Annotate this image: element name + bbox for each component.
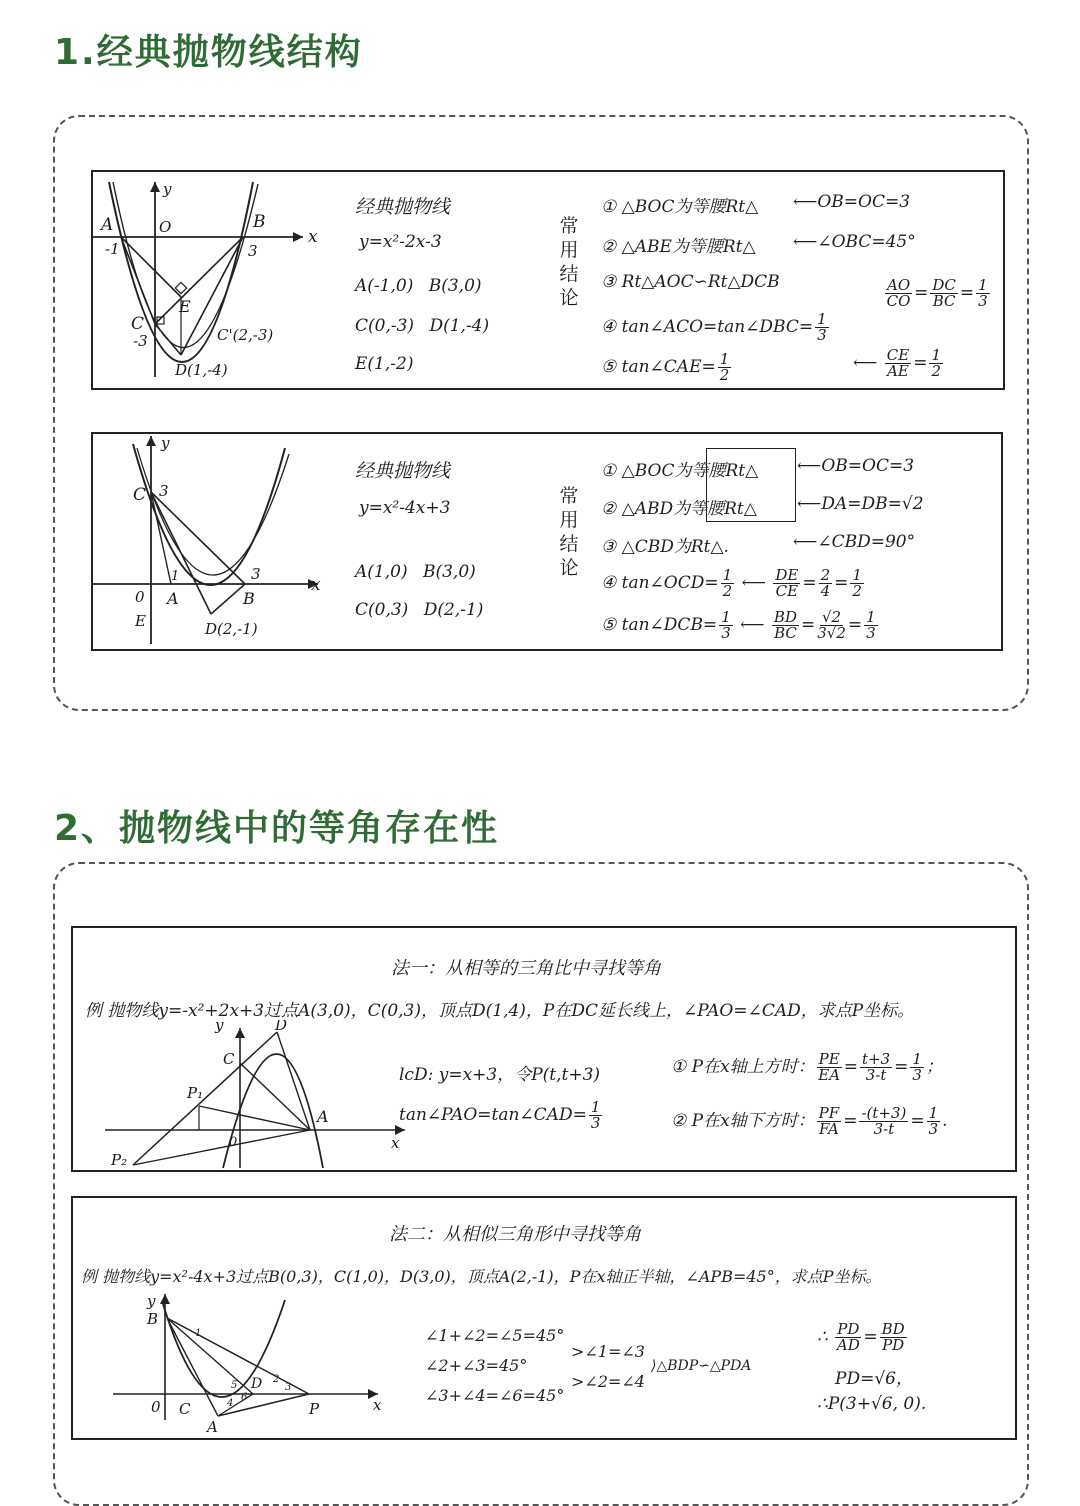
label-y: y — [163, 180, 172, 198]
m2-label-B: B — [147, 1310, 159, 1328]
panel2-heading: 经典抛物线 — [355, 460, 451, 482]
label-E: E — [179, 297, 191, 316]
m2-label-C: C — [179, 1400, 191, 1418]
panel2-points1: A(1,0) B(3,0) — [355, 562, 476, 582]
m2-label-x: x — [373, 1396, 382, 1414]
panel2-equation: y=x²-4x+3 — [359, 498, 451, 518]
panel1-note-1: ⟵OB=OC=3 — [793, 192, 911, 212]
panel-method-2 — [71, 1196, 1017, 1440]
label-A: A — [101, 215, 114, 235]
m1-label-A: A — [317, 1107, 329, 1126]
panel1-heading: 经典抛物线 — [355, 196, 451, 218]
m1-label-O: 0 — [229, 1135, 238, 1150]
section2-title: 2、抛物线中的等角存在性 — [54, 808, 500, 849]
method2-similar: ⟩△BDP∽△PDA — [651, 1358, 752, 1374]
panel1-conclusion-2: ② △ABE为等腰Rt△ — [601, 237, 756, 257]
label-3: 3 — [248, 242, 258, 260]
panel1-ratio-chain: $\frac{AO}{CO}$ = $\frac{DC}{BC}$ = $\frac{1}{3}$ — [886, 276, 988, 310]
graph-parabola-1 — [93, 172, 343, 386]
label-x: x — [308, 227, 318, 247]
m2-angle-5: 5 — [231, 1380, 238, 1391]
panel-parabola-2 — [91, 432, 1003, 651]
panel2-conclusion-2: ② △ABD为等腰Rt△ — [601, 499, 757, 519]
label-C: C — [131, 314, 145, 334]
m2-angle-1: 1 — [195, 1328, 202, 1339]
panel1-points3: E(1,-2) — [355, 354, 414, 374]
p2-label-3x: 3 — [251, 565, 261, 583]
method2-pd: PD=√6， — [835, 1369, 913, 1389]
method1-case1: ① P在x轴上方时： $\frac{PE}{EA}$ = $\frac{t+3}{3-t}$ = $\frac{1}{3}$ ； — [671, 1050, 943, 1084]
m2-label-D: D — [251, 1376, 263, 1392]
panel2-conclusion-5: ⑤ tan∠DCB= $\frac{1}{3}$ ⟵ $\frac{BD}{BC}$ = $\frac{√2}{3√2}$ = $\frac{1}{3}$ — [601, 608, 876, 642]
p2-label-O: 0 — [135, 588, 145, 606]
method2-eq1: >∠1=∠3 — [571, 1342, 645, 1361]
label-C2: C'(2,-3) — [217, 326, 274, 344]
panel1-conclusion-1: ① △BOC为等腰Rt△ — [601, 197, 759, 217]
method1-case2: ② P在x轴下方时： $\frac{PF}{FA}$ = $\frac{-(t+3)}{3-t}$ = $\frac{1}{3}$ . — [671, 1104, 948, 1138]
m2-angle-6: 6 — [241, 1392, 248, 1403]
p2-label-1: 1 — [171, 569, 180, 584]
graph-parabola-2 — [93, 434, 343, 647]
m2-angle-4: 4 — [227, 1398, 234, 1409]
panel1-conclusion-label: 常用结论 — [559, 215, 579, 309]
panel-parabola-1 — [91, 170, 1005, 390]
panel1-conclusion-4: ④ tan∠ACO=tan∠DBC= $\frac{1}{3}$ — [601, 310, 827, 344]
method1-tan: tan∠PAO=tan∠CAD= $\frac{1}{3}$ — [399, 1098, 601, 1132]
graph-method-2 — [103, 1292, 413, 1437]
p2-label-y: y — [161, 434, 170, 452]
method2-heading: 法二：从相似三角形中寻找等角 — [389, 1224, 641, 1245]
method2-eq2: >∠2=∠4 — [571, 1372, 645, 1391]
m1-label-x: x — [391, 1134, 400, 1152]
panel1-note-2: ⟵∠OBC=45° — [793, 232, 916, 252]
m1-label-y: y — [215, 1020, 224, 1034]
m2-angle-2: 2 — [273, 1374, 280, 1385]
panel2-conclusion-3: ③ △CBD为Rt△. — [601, 537, 729, 557]
label-B: B — [253, 212, 266, 232]
p2-label-B: B — [243, 589, 255, 608]
m1-label-P2: P₂ — [111, 1151, 128, 1169]
panel2-note-3: ⟵∠CBD=90° — [793, 532, 916, 552]
panel1-points2: C(0,-3) D(1,-4) — [355, 316, 490, 336]
graph-method-1 — [105, 1020, 415, 1170]
section1-title: 1.经典抛物线结构 — [54, 32, 363, 73]
m2-label-A: A — [207, 1418, 218, 1436]
panel1-conclusion-5: ⑤ tan∠CAE= $\frac{1}{2}$ — [601, 350, 730, 384]
method1-heading: 法一：从相等的三角比中寻找等角 — [391, 958, 661, 979]
panel1-ce-ae: ⟵ $\frac{CE}{AE}$ = $\frac{1}{2}$ — [853, 346, 942, 380]
method1-line-cd: lcD: y=x+3，令P(t,t+3) — [399, 1065, 601, 1085]
m1-label-C: C — [223, 1050, 235, 1068]
label-neg1: -1 — [105, 240, 120, 258]
panel2-conclusion-label: 常用结论 — [559, 485, 579, 579]
p2-label-D: D(2,-1) — [205, 620, 258, 638]
p2-label-E: E — [135, 612, 146, 630]
m1-label-P1: P₁ — [187, 1084, 204, 1102]
method2-angle-1: ∠1+∠2=∠5=45° — [425, 1326, 565, 1345]
method2-example: 例 抛物线y=x²-4x+3过点B(0,3)，C(1,0)，D(3,0)，顶点A(2,-1)，P在x轴正半轴，∠APB=45°，求点P坐标。 — [81, 1267, 882, 1286]
p2-label-3y: 3 — [159, 482, 169, 500]
panel2-conclusion-4: ④ tan∠OCD= $\frac{1}{2}$ ⟵ $\frac{DE}{CE}$ = $\frac{2}{4}$ = $\frac{1}{2}$ — [601, 566, 862, 600]
method2-angle-3: ∠3+∠4=∠6=45° — [425, 1386, 565, 1405]
method2-angle-2: ∠2+∠3=45° — [425, 1356, 528, 1375]
method2-result: ∴P(3+√6, 0). — [817, 1394, 927, 1414]
label-O: O — [159, 218, 172, 236]
panel2-note-2: ⟵DA=DB=√2 — [797, 494, 924, 514]
label-D: D(1,-4) — [175, 361, 228, 379]
panel1-equation: y=x²-2x-3 — [359, 232, 442, 252]
panel-method-1 — [71, 926, 1017, 1172]
panel1-conclusion-3: ③ Rt△AOC∽Rt△DCB — [601, 272, 780, 292]
panel2-conclusion-1: ① △BOC为等腰Rt△ — [601, 461, 759, 481]
method2-ratio: ∴ $\frac{PD}{AD}$ = $\frac{BD}{PD}$ — [817, 1320, 905, 1354]
p2-label-x: x — [311, 575, 321, 595]
m2-angle-3: 3 — [285, 1382, 292, 1393]
m2-label-y: y — [147, 1292, 156, 1310]
panel2-points2: C(0,3) D(2,-1) — [355, 600, 484, 620]
label-neg3: -3 — [133, 332, 148, 350]
m2-label-O: 0 — [151, 1398, 161, 1416]
m2-label-P: P — [309, 1400, 320, 1418]
method1-example: 例 抛物线y=-x²+2x+3过点A(3,0)，C(0,3)，顶点D(1,4)，P在DC延长线上，∠PAO=∠CAD，求点P坐标。 — [85, 1001, 915, 1021]
panel1-points1: A(-1,0) B(3,0) — [355, 276, 482, 296]
m1-label-D: D — [275, 1020, 288, 1034]
p2-label-C: C — [133, 485, 147, 505]
panel2-note-1: ⟵OB=OC=3 — [797, 456, 915, 476]
p2-label-A: A — [167, 589, 179, 608]
